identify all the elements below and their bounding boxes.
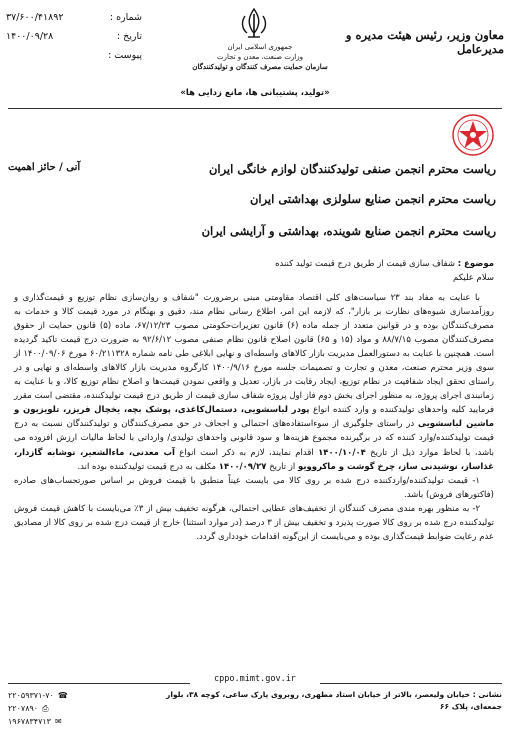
letter-number-label: شماره : (109, 12, 142, 23)
footer-address (142, 689, 502, 713)
website-link[interactable]: cppo.mimt.gov.ir (190, 674, 320, 684)
fax-row (8, 702, 128, 715)
prior-date: ۱۴۰۰/۰۹/۲۷ (218, 461, 267, 472)
fax-icon: ⎙ (42, 704, 49, 713)
recipient-3: ریاست محترم انجمن صنایع شوینده، بهداشتی و آرایشی ایران (201, 224, 496, 238)
phone-number: ۲۲۰۵۹۳۷۱-۷۰ (8, 691, 54, 700)
letter-meta (6, 8, 142, 65)
letter-number: ۳۷/۶۰۰/۴۱۸۹۲ (6, 12, 64, 23)
body-text: با عنایت به مفاد بند ۲۳ سیاست‌های کلی اقتصاد مقاومتی مبنی برضرورت "شفاف و روان‌سازی نظام توزیع و قیمت‌گذاری و روزآمدسازی شیوه‌های نظارت بر بازار"، که لازمه این امر، اطلاع رسانی نظام مند، دقیق و بهنگام در مورد قیمت کالا و خدمات به مصرف‌کنندگان بوده و در قوانین متعدد از جمله ماده (۶) قانون تعزیرات‌حکومتی مصوب ۶۷/۱۲/۲۳، ماده (۵) قانون حمایت از حقوق مصرف‌کنندگان مصوب ۸۸/۷/۱۵ و مواد (۱۵ و ۶۵) قانون اصلاح قانون نظام صنفی مصوب ۹۲/۶/۱۲ به ضرورت درج قیمت تاکید گردیده است. همچنین با عنایت به دستورالعمل مدیریت بازار کالاهای واسطه‌ای و نهایی ابلاغی طی نامه شماره ۶۰/۲۱۱۳۲۸ مورخ ۱۴۰۰/۰۹/۰۶ از سوی وزیر محترم صنعت، معدن و تجارت و تصمیمات جلسه مورخ ۱۴۰۰/۹/۱۶ کارگروه مدیریت بازار کالاهای واسطه‌ای و نهایی و در راستای تحقق ایجاد شفافیت در نظام توزیع، ایجاد رقابت در بازار، تعدیل و واقعی نمودن قیمت‌ها و اصلاح نظام توزیع کالا، و با عنایت به زمانبندی اجرای پروژه، به منظور اجرای بخش دوم فاز اول پروژه شفاف سازی قیمت از طریق درج قیمت تولیدکننده، مقتضی است مقرر فرمایید کلیه واحدهای تولیدکننده و وارد کننده انواع (14, 293, 495, 416)
postal-code: ۱۹۶۷۸۳۴۷۱۳ (8, 717, 51, 726)
body-text: مکلف به درج قیمت تولیدکننده بوده اند. (77, 461, 217, 472)
postal-icon: ✉ (54, 717, 62, 726)
footer-contacts (8, 689, 128, 728)
greeting: سلام علیکم (453, 273, 494, 283)
body-item-1: ۱- قیمت تولیدکننده/وارد‌کننده درج شده بر روی کالا می بایست عیناً منطبق با قیمت فروش بر اساس صورتحساب‌های صادره (فاکتورهای فروش) باشد. (14, 475, 494, 500)
phone-row (8, 689, 128, 702)
ministry-line-1: جمهوری اسلامی ایران (227, 43, 293, 51)
fax-number: ۲۲۰۷۸۹۰ (8, 704, 39, 713)
recipient-1: ریاست محترم انجمن صنفی تولیدکنندگان لوازم خانگی ایران (208, 162, 496, 176)
body-products: پودر لباسشویی، دستمال‌کاغذی، پوشک بچه، یخچال فریزر، تلویزیون و ماشین لباسشویی (14, 405, 495, 430)
deputy-title: معاون وزیر، رئیس هیئت مدیره و مدیرعامل (345, 28, 504, 56)
year-slogan: «تولید، پشتیبانی ها، مانع زدایی ها» (180, 88, 330, 98)
letter-attachment-row (6, 46, 142, 65)
subject-line (275, 259, 494, 269)
body-text: اقدام نمایند، لازم به ذکر است انواع (179, 447, 314, 458)
address-label: نشانی : (472, 690, 502, 699)
postal-row (8, 715, 128, 728)
recipient-2: ریاست محترم انجمن صنایع سلولزی بهداشتی ایران (249, 192, 496, 206)
body-text: از تاریخ (269, 461, 296, 472)
iran-emblem-icon (235, 6, 273, 42)
priority-label: آنی / حائز اهمیت (8, 162, 81, 173)
body-paragraph-1 (14, 291, 494, 474)
letter-date-row (6, 27, 142, 46)
letter-number-row (6, 8, 142, 27)
subject-label: موضوع : (457, 259, 494, 269)
attachment-label: پیوست : (108, 50, 142, 61)
effective-date: ۱۴۰۰/۱۰/۰۴ (318, 447, 366, 458)
letter-date-label: تاریخ : (116, 31, 142, 42)
header-divider (8, 108, 502, 109)
letter-date: ۱۴۰۰/۰۹/۲۸ (6, 31, 54, 42)
body-text: در راستای جلوگیری از سوءاستفاده‌های احتمالی و اجحاف در حق مصرف‌کنندگان و تولیدکنندگان نسبت به درج قیمت تولیدکننده/وارد کننده که در برگیرنده مجموع هزینه‌ها و سود قانونی واحدهای تولیدی/ وارداتی با لحاظ مالیات ارزش افزوده می باشد، با لحاظ موارد ذیل از تاریخ (14, 419, 495, 458)
ministry-line-3: سازمان حمایت مصرف کنندگان و تولیدکنندگان (192, 62, 328, 71)
body-products-2: آب معدنی، ماءالشعیر، نوشابه گازدار، غذاساز، نوشیدنی ساز، چرخ گوشت و ماکروویو (14, 447, 494, 472)
subject-text: شفاف سازی قیمت از طریق درج قیمت تولید کننده (275, 259, 455, 269)
body-item-2: ۲- به منظور بهره مندی مصرف کنندگان از تخفیف‌های عطایی احتمالی، هرگونه تخفیف بیش از ۳٪ می‌بایست با کاهش قیمت فروش تولیدکننده درج شده بر روی کالا صورت پذیرد و تخفیف بیش از ۳ درصد (در موارد استثنا) خارج از قیمت درج شده بر روی کالا از مصادیق عدم رعایت ضوابط قیمت‌گذاری بوده و می‌بایست از این‌گونه اقدامات خودداری گردد. (14, 503, 494, 542)
ministry-block (190, 42, 330, 72)
letter-body (14, 291, 494, 544)
organization-logo-icon (450, 112, 496, 158)
address-text: خیابان ولیعصر، بالاتر از خیابان استاد مطهری، روبروی پارک ساعی، کوچه ۳۸، بلوار جمعه‌ای، پلاک ۶۶ (166, 690, 502, 711)
phone-icon: ☎ (57, 691, 68, 700)
ministry-line-2: وزارت صنعت، معدن و تجارت (216, 53, 304, 61)
